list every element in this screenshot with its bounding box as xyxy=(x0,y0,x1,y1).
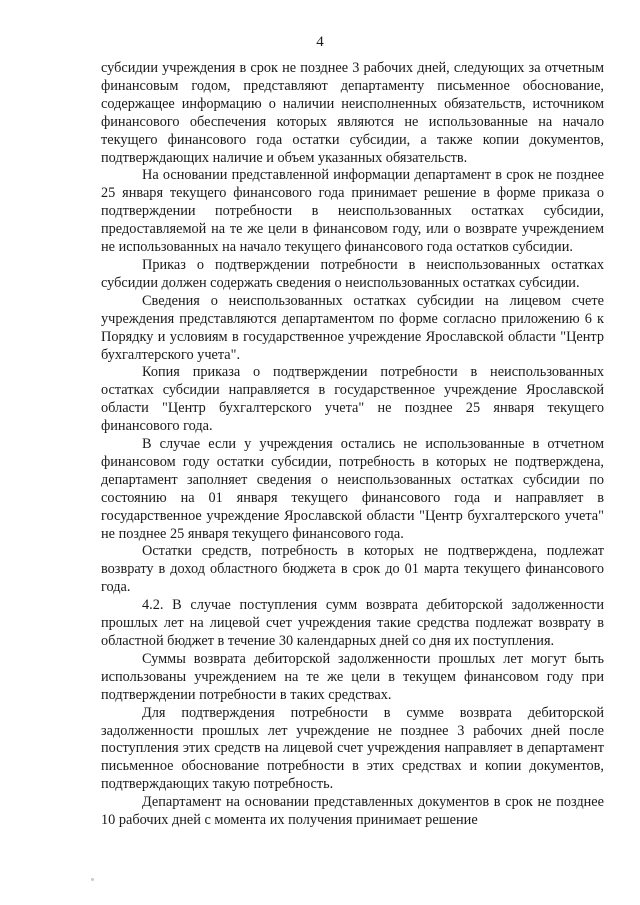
paragraph-order-content: Приказ о подтверждении потребности в неиспользованных остатках субсидии должен содержать сведения о неиспользованных остатках субсидии. xyxy=(101,256,604,291)
document-body xyxy=(101,60,604,830)
paragraph-department-review: Департамент на основании представленных документов в срок не позднее 10 рабочих дней с момента их получения принимает решение xyxy=(101,794,604,829)
page-number: 4 xyxy=(316,34,324,50)
paragraph-return-to-budget: Остатки средств, потребность в которых не подтверждена, подлежат возврату в доход областного бюджета в срок до 01 марта текущего финансового года. xyxy=(101,543,604,596)
paragraph-subsidy-deadline: субсидии учреждения в срок не позднее 3 рабочих дней, следующих за отчетным финансовым годом, представляют департаменту письменное обоснование, содержащее информацию о наличии неисполненных обязательств, источником финансового обеспечения которых являются не использованные на начало текущего финансового года остатки субсидии, а также копии документов, подтверждающих наличие и объем указанных обязательств. xyxy=(101,60,604,166)
paragraph-order-copy: Копия приказа о подтверждении потребности в неиспользованных остатках субсидии направляется в государственное учреждение Ярославской области "Центр бухгалтерского учета" не позднее 25 января текущего финансового года. xyxy=(101,364,604,435)
paragraph-balance-info: Сведения о неиспользованных остатках субсидии на лицевом счете учреждения представляются департаментом по форме согласно приложению 6 к Порядку и условиям в государственное учреждение Ярославской области "Центр бухгалтерского учета". xyxy=(101,292,604,363)
scan-speck xyxy=(91,878,94,881)
paragraph-department-decision: На основании представленной информации департамент в срок не позднее 25 января текущего финансового года принимает решение в форме приказа о подтверждении потребности в неиспользованных остатках субсидии, предоставляемой на те же цели в финансовом году, или о возврате учреждением не использованных на начало текущего финансового года остатков субсидии. xyxy=(101,167,604,256)
paragraph-unconfirmed-balances: В случае если у учреждения остались не использованные в отчетном финансовом году остатки субсидии, потребность в которых не подтверждена, департамент заполняет сведения о неиспользованных остатках субсидии по состоянию на 01 января текущего финансового года и направляет в государственное учреждение Ярославской области "Центр бухгалтерского учета" не позднее 25 января текущего финансового года. xyxy=(101,436,604,542)
paragraph-receivables-use: Суммы возврата дебиторской задолженности прошлых лет могут быть использованы учреждением на те же цели в текущем финансовом году при подтверждении потребности в таких средствах. xyxy=(101,650,604,703)
paragraph-need-confirmation: Для подтверждения потребности в сумме возврата дебиторской задолженности прошлых лет учреждение не позднее 3 рабочих дней после поступления этих средств на лицевой счет учреждения направляет в департамент письменное обоснование потребности в этих средствах и копии документов, подтверждающих такую потребность. xyxy=(101,704,604,793)
paragraph-section-4-2: 4.2. В случае поступления сумм возврата дебиторской задолженности прошлых лет на лицевой счет учреждения такие средства подлежат возврату в областной бюджет в течение 30 календарных дней со дня их поступления. xyxy=(101,597,604,649)
